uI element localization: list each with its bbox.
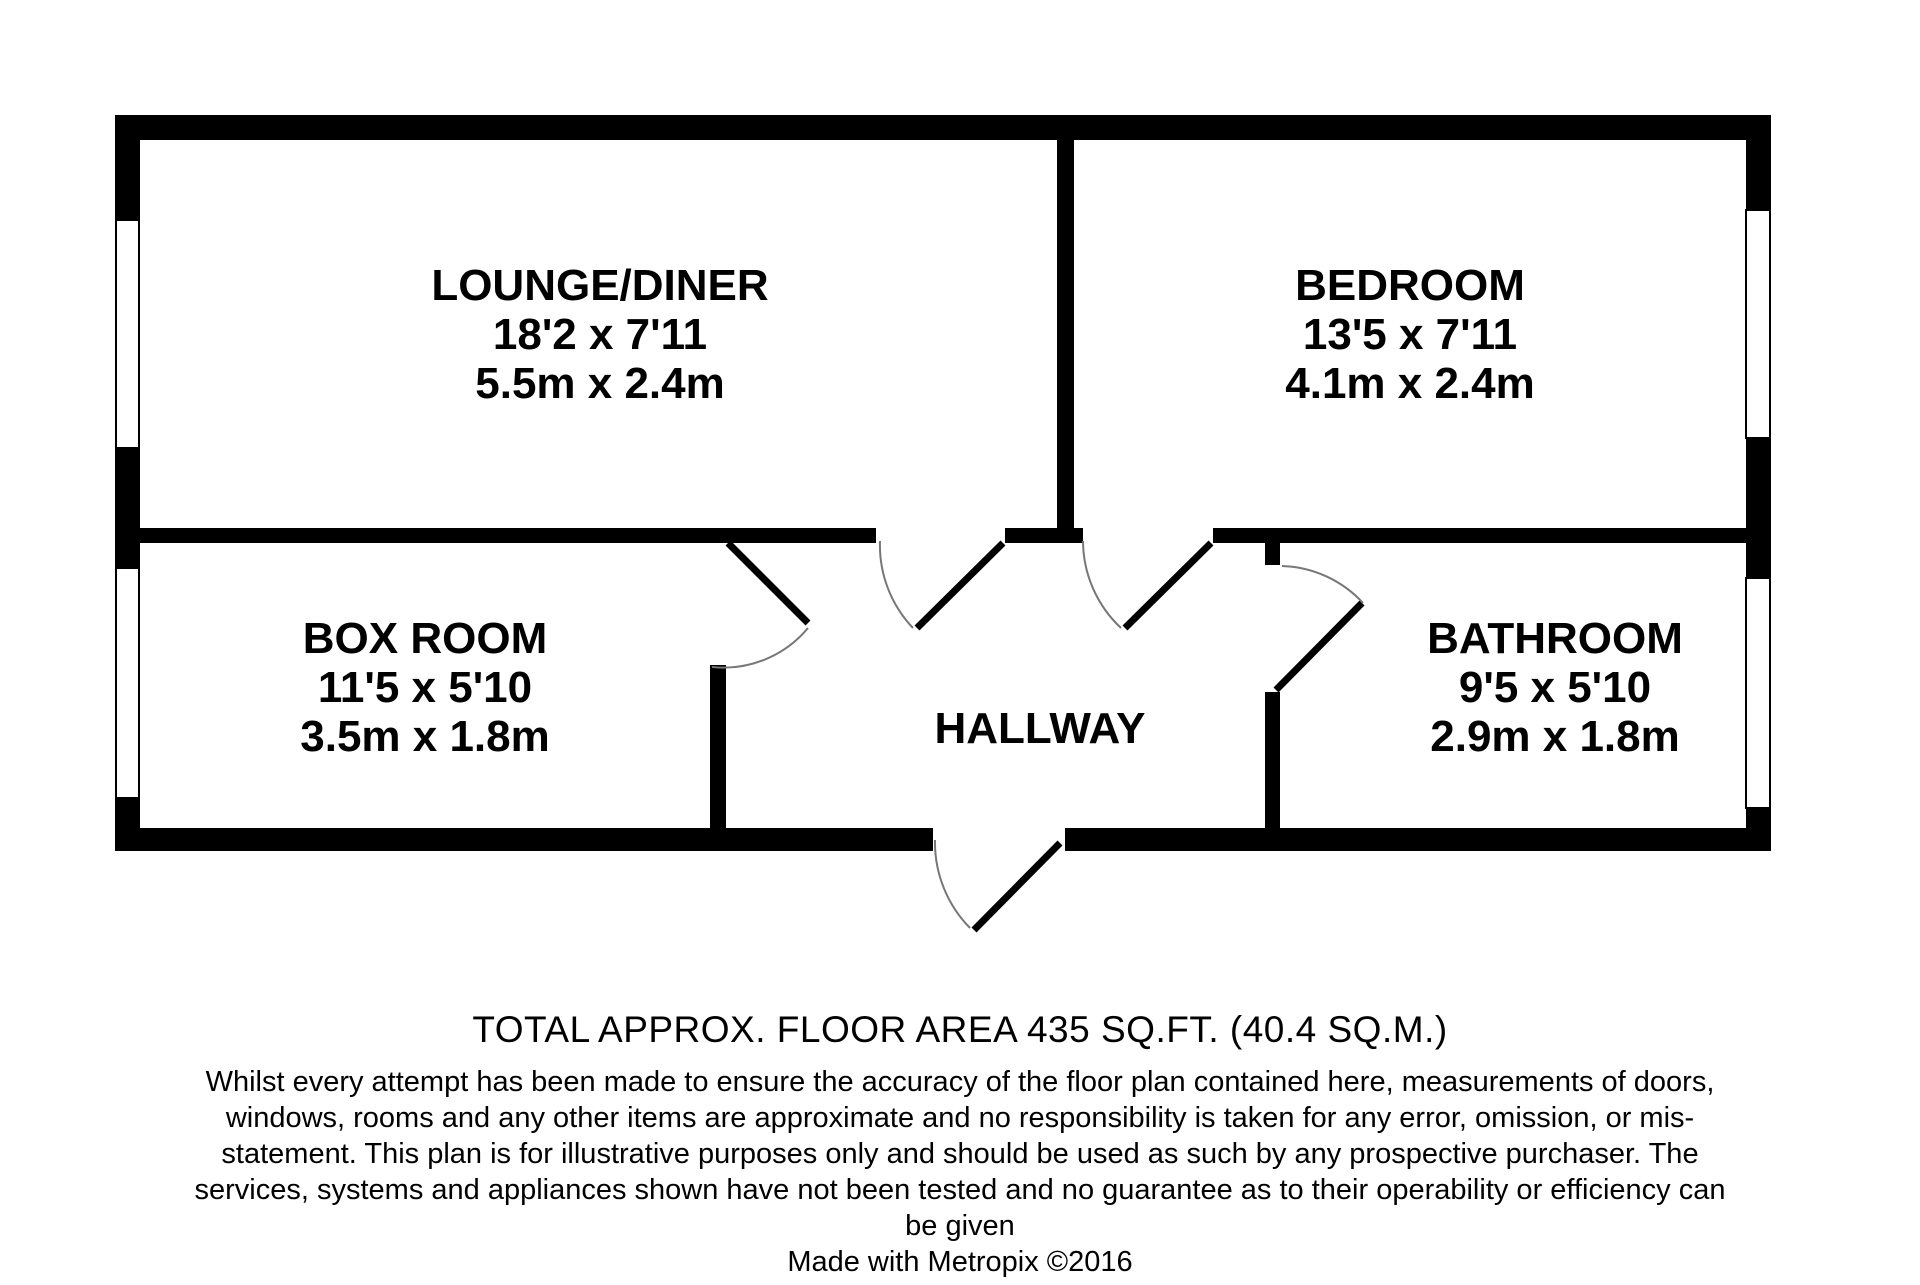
- room-size-metric-boxroom: 3.5m x 1.8m: [300, 712, 550, 761]
- window-boxroom: [116, 568, 139, 798]
- room-hallway-labels: [934, 704, 1145, 753]
- wall-boxroom-hall: [710, 665, 726, 830]
- top-wall: [115, 115, 1771, 140]
- window-bedroom: [1746, 210, 1770, 438]
- door-swing-arc: [935, 840, 970, 928]
- room-size-metric-bedroom: 4.1m x 2.4m: [1285, 359, 1535, 408]
- wall-bathroom-hall-lower: [1265, 692, 1280, 830]
- door-swing-arc: [1083, 541, 1121, 628]
- room-bedroom-labels: [1285, 261, 1535, 408]
- bottom-wall-right: [1065, 828, 1771, 851]
- room-size-imperial-bathroom: 9'5 x 5'10: [1458, 663, 1652, 712]
- room-name-bedroom: BEDROOM: [1295, 261, 1525, 310]
- door-leaf: [728, 543, 808, 623]
- window-lounge: [116, 220, 139, 448]
- room-size-imperial-bedroom: 13'5 x 7'11: [1302, 310, 1518, 359]
- door-bathroom: [1276, 566, 1363, 690]
- room-lounge-labels: [431, 261, 768, 408]
- room-size-metric-lounge: 5.5m x 2.4m: [475, 359, 725, 408]
- wall-lounge-bedroom: [1057, 138, 1074, 540]
- door-swing-arc: [1282, 566, 1363, 603]
- room-boxroom-labels: [300, 614, 550, 761]
- wall-mid-right: [1213, 528, 1748, 543]
- disclaimer-text: Whilst every attempt has been made to ensure the accuracy of the floor plan contained here, measurements of doors, windows, rooms and any other items are approximate and no responsibility is taken for any error, omission, or mis-statement. This plan is for illustrative purposes only and should be used as such by any prospective purchaser. The services, systems and appliances shown have not been tested and no guarantee as to their operability or efficiency can be given: [194, 1066, 1726, 1242]
- door-swing-arc: [880, 541, 913, 628]
- wall-mid-centre: [1005, 528, 1083, 543]
- room-name-lounge: LOUNGE/DINER: [431, 261, 769, 310]
- room-name-bathroom: BATHROOM: [1427, 614, 1683, 663]
- bottom-wall-left: [115, 828, 933, 851]
- door-leaf: [1276, 603, 1362, 690]
- door-front: [935, 840, 1060, 930]
- door-bedroom: [1083, 541, 1211, 628]
- door-leaf: [917, 543, 1003, 628]
- door-boxroom: [712, 543, 808, 668]
- door-lounge: [880, 541, 1003, 628]
- door-leaf: [1125, 543, 1211, 628]
- room-size-metric-bathroom: 2.9m x 1.8m: [1430, 712, 1680, 761]
- room-size-imperial-lounge: 18'2 x 7'11: [492, 310, 708, 359]
- wall-mid-left: [138, 528, 876, 543]
- room-size-imperial-boxroom: 11'5 x 5'10: [317, 663, 533, 712]
- credit-text: Made with Metropix ©2016: [787, 1246, 1133, 1278]
- wall-bathroom-hall-upper: [1265, 543, 1280, 565]
- room-name-hallway: HALLWAY: [934, 704, 1146, 753]
- door-leaf: [974, 843, 1060, 930]
- window-bathroom: [1746, 578, 1770, 808]
- room-name-boxroom: BOX ROOM: [302, 614, 548, 663]
- total-floor-area: TOTAL APPROX. FLOOR AREA 435 SQ.FT. (40.4 SQ.M.): [472, 1009, 1448, 1050]
- door-swing-arc: [712, 628, 808, 668]
- room-bathroom-labels: [1427, 614, 1683, 761]
- footer: [0, 1008, 1920, 1280]
